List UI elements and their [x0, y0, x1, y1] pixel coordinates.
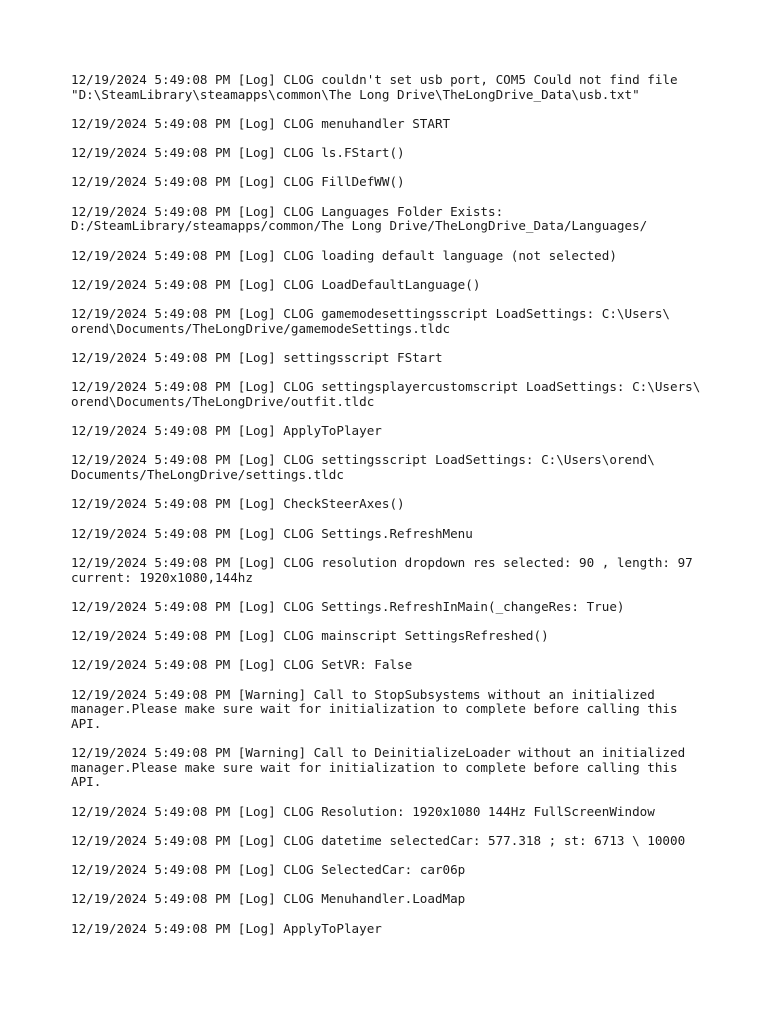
log-entry: 12/19/2024 5:49:08 PM [Log] CLOG SelectedCar: car06p — [71, 862, 466, 878]
log-entry: 12/19/2024 5:49:08 PM [Log] CLOG Languages Folder Exists: D:/SteamLibrary/steamapps/common/The Long Drive/TheLongDrive_Data/Languages/ — [71, 203, 648, 234]
log-entry: 12/19/2024 5:49:08 PM [Log] CLOG Resolution: 1920x1080 144Hz FullScreenWindow — [71, 803, 655, 819]
log-entry: 12/19/2024 5:49:08 PM [Log] CLOG FillDefWW() — [71, 174, 405, 190]
log-entry: 12/19/2024 5:49:08 PM [Log] CLOG loading default language (not selected) — [71, 247, 617, 263]
log-entry: 12/19/2024 5:49:08 PM [Log] CLOG menuhandler START — [71, 115, 451, 131]
log-entry: 12/19/2024 5:49:08 PM [Warning] Call to StopSubsystems without an initialized manager.Please make sure wait for initialization to complete before calling this API. — [71, 686, 678, 731]
log-entry: 12/19/2024 5:49:08 PM [Log] CLOG mainscript SettingsRefreshed() — [71, 628, 549, 644]
log-entry: 12/19/2024 5:49:08 PM [Log] CLOG gamemodesettingsscript LoadSettings: C:\Users\ orend\Documents/TheLongDrive/gamemodeSettings.tldc — [71, 306, 670, 336]
log-entry: 12/19/2024 5:49:08 PM [Log] settingsscript FStart — [71, 350, 443, 366]
log-entry: 12/19/2024 5:49:08 PM [Log] ApplyToPlayer — [71, 423, 382, 439]
log-entry: 12/19/2024 5:49:08 PM [Log] CLOG SetVR: False — [71, 657, 413, 673]
log-entry: 12/19/2024 5:49:08 PM [Log] CLOG resolution dropdown res selected: 90 , length: 97 current: 1920x1080,144hz — [71, 554, 693, 585]
log-entry: 12/19/2024 5:49:08 PM [Log] ApplyToPlayer — [71, 920, 382, 936]
log-entry: 12/19/2024 5:49:08 PM [Log] CLOG LoadDefaultLanguage() — [71, 276, 481, 292]
log-entry: 12/19/2024 5:49:08 PM [Log] CLOG datetime selectedCar: 577.318 ; st: 6713 \ 10000 — [71, 832, 686, 848]
log-entry: 12/19/2024 5:49:08 PM [Log] CLOG Menuhandler.LoadMap — [71, 891, 466, 907]
log-entry: 12/19/2024 5:49:08 PM [Log] CLOG Settings.RefreshMenu — [71, 525, 473, 541]
log-entry: 12/19/2024 5:49:08 PM [Warning] Call to DeinitializeLoader without an initialized manager.Please make sure wait for initialization to complete before calling this API. — [71, 745, 686, 790]
log-entry: 12/19/2024 5:49:08 PM [Log] CLOG Settings.RefreshInMain(_changeRes: True) — [71, 598, 625, 614]
log-entry: 12/19/2024 5:49:08 PM [Log] CLOG settingsscript LoadSettings: C:\Users\orend\ Documents/TheLongDrive/settings.tldc — [71, 452, 655, 483]
log-entry: 12/19/2024 5:49:08 PM [Log] CheckSteerAxes() — [71, 496, 405, 512]
log-entry: 12/19/2024 5:49:08 PM [Log] CLOG settingsplayercustomscript LoadSettings: C:\Users\ orend\Documents/TheLongDrive/outfit.tldc — [71, 379, 701, 409]
log-entry: 12/19/2024 5:49:08 PM [Log] CLOG ls.FStart() — [71, 145, 405, 161]
log-entry: 12/19/2024 5:49:08 PM [Log] CLOG couldn't set usb port, COM5 Could not find file "D:\SteamLibrary\steamapps\common\The Long Drive\TheLongDrive_Data\usb.txt" — [71, 72, 678, 102]
